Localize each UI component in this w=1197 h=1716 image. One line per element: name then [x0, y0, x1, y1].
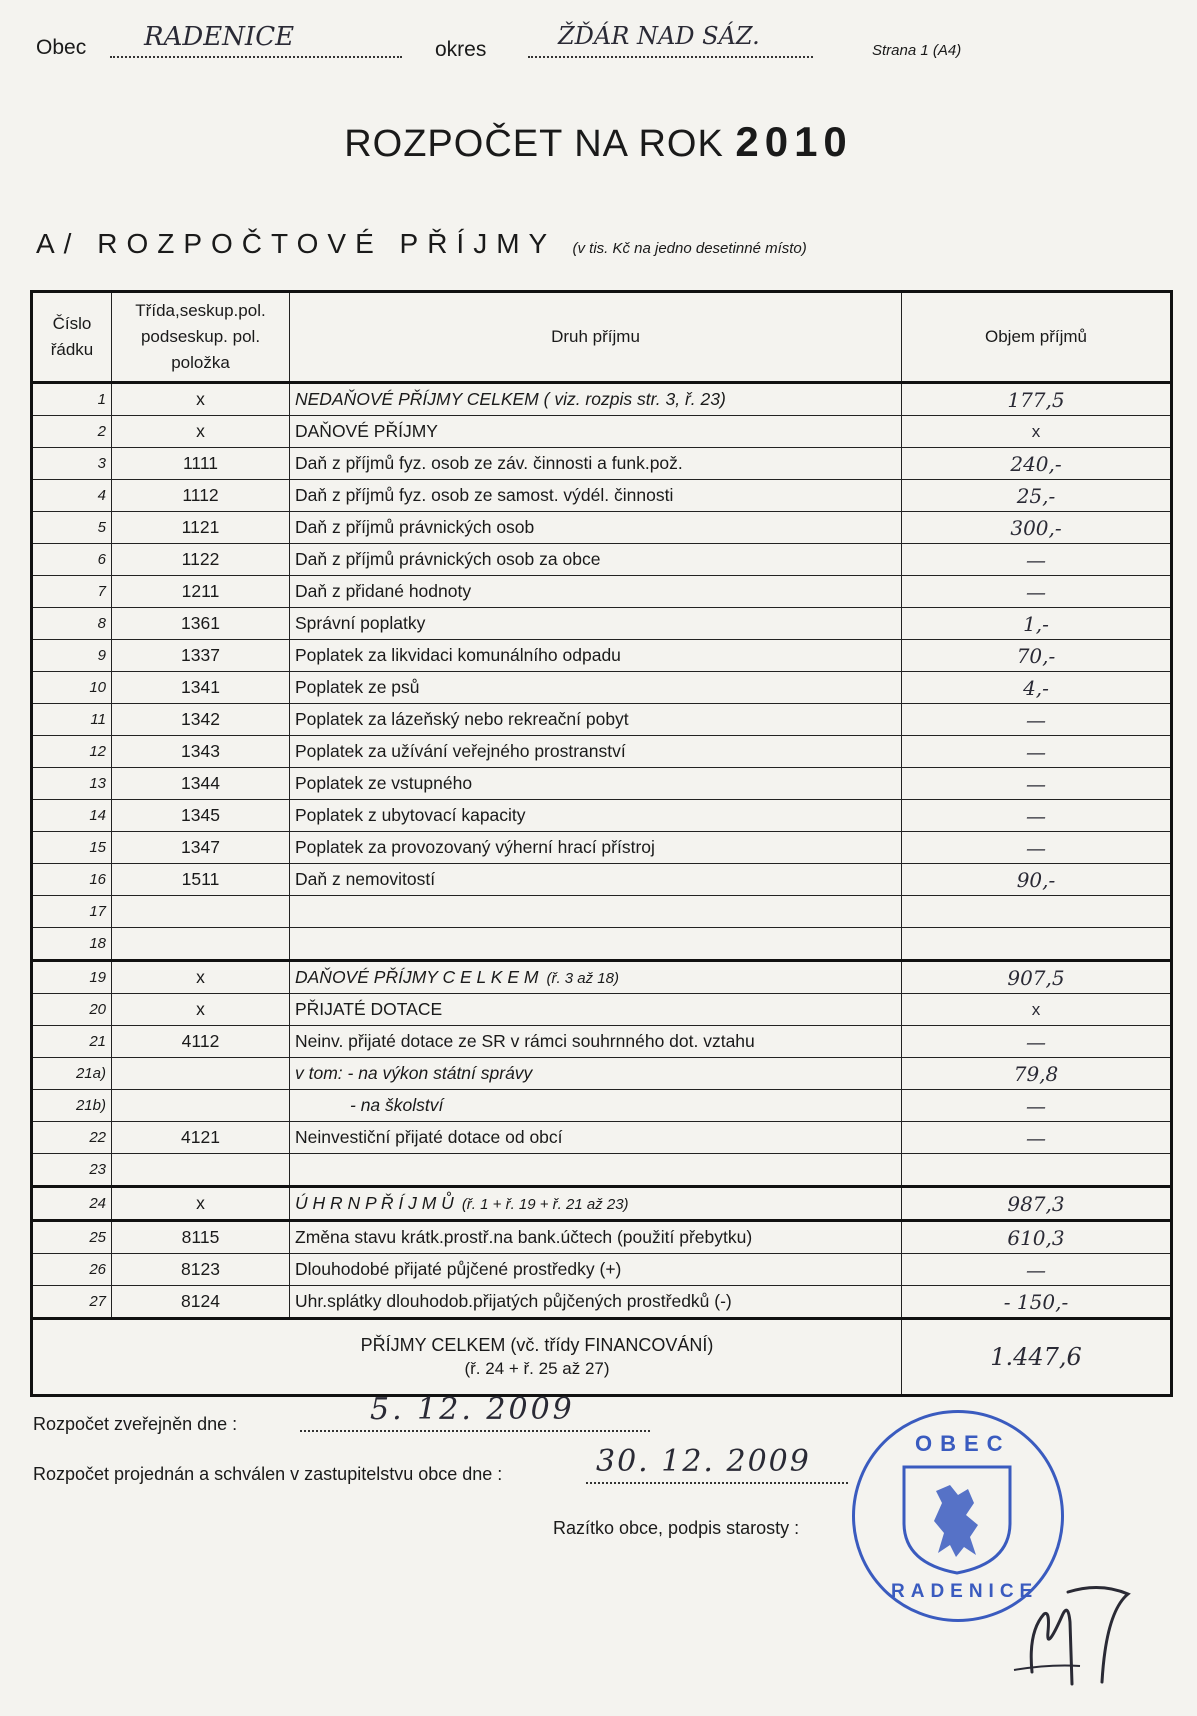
- table-row: [32, 1026, 1172, 1058]
- mayor-signature-icon: [1010, 1552, 1180, 1702]
- row-code: 1342: [112, 704, 290, 736]
- row-description-note: (ř. 1 + ř. 19 + ř. 21 až 23): [461, 1196, 629, 1213]
- row-number: 1: [32, 383, 112, 416]
- row-description-text: Daň z příjmů právnických osob za obce: [295, 549, 601, 569]
- row-amount: 4,-: [902, 672, 1172, 704]
- row-description: [290, 416, 902, 448]
- approved-field: [586, 1446, 848, 1484]
- stamp-bottom-text: RADENICE: [891, 1581, 1039, 1602]
- row-code: 8123: [112, 1254, 290, 1286]
- row-description: [290, 640, 902, 672]
- row-description-text: Daň z příjmů fyz. osob ze samost. výdél. činnosti: [295, 485, 674, 505]
- row-description: [290, 383, 902, 416]
- row-description: [290, 961, 902, 994]
- row-description: [290, 1058, 902, 1090]
- row-number: 10: [32, 672, 112, 704]
- row-amount: - 150,-: [902, 1286, 1172, 1319]
- title-year: 2010: [735, 118, 853, 165]
- table-row: [32, 961, 1172, 994]
- title-text: ROZPOČET NA ROK: [344, 123, 724, 165]
- row-amount: [902, 928, 1172, 961]
- row-amount: —: [902, 1090, 1172, 1122]
- row-description: [290, 896, 902, 928]
- row-number: 24: [32, 1187, 112, 1221]
- row-amount: —: [902, 576, 1172, 608]
- row-amount: [902, 896, 1172, 928]
- row-amount: 907,5: [902, 961, 1172, 994]
- row-amount: —: [902, 1026, 1172, 1058]
- table-row: [32, 994, 1172, 1026]
- row-number: 25: [32, 1221, 112, 1254]
- row-description: [290, 864, 902, 896]
- row-code: 8124: [112, 1286, 290, 1319]
- row-description-note: (ř. 3 až 18): [546, 970, 619, 987]
- stamp-top-text: OBEC: [915, 1431, 1011, 1456]
- row-number: 13: [32, 768, 112, 800]
- table-row: [32, 383, 1172, 416]
- row-code: [112, 1154, 290, 1187]
- row-description-text: PŘIJATÉ DOTACE: [295, 999, 443, 1019]
- row-description: [290, 1187, 902, 1221]
- okres-value: ŽĎÁR NAD SÁZ.: [558, 22, 760, 50]
- table-row: [32, 480, 1172, 512]
- table-row: [32, 1254, 1172, 1286]
- row-code: 1337: [112, 640, 290, 672]
- header-classification: Třída,seskup.pol. podseskup. pol. položka: [112, 292, 290, 383]
- row-description-text: Poplatek za užívání veřejného prostranství: [295, 741, 626, 761]
- row-amount: 25,-: [902, 480, 1172, 512]
- total-row: [32, 1319, 1172, 1396]
- row-number: 21a): [32, 1058, 112, 1090]
- row-code: 1122: [112, 544, 290, 576]
- row-code: 1343: [112, 736, 290, 768]
- row-code: [112, 1090, 290, 1122]
- row-description-text: Ú H R N P Ř Í J M Ů: [295, 1193, 454, 1213]
- total-label: PŘÍJMY CELKEM (vč. třídy FINANCOVÁNÍ): [360, 1335, 714, 1355]
- row-description-text: Neinvestiční přijaté dotace od obcí: [295, 1127, 563, 1147]
- table-header-row: [32, 292, 1172, 383]
- table-row: [32, 1122, 1172, 1154]
- row-amount: 90,-: [902, 864, 1172, 896]
- table-row: [32, 704, 1172, 736]
- row-amount: 79,8: [902, 1058, 1172, 1090]
- row-amount: —: [902, 1122, 1172, 1154]
- table-row: [32, 672, 1172, 704]
- row-description-text: DAŇOVÉ PŘÍJMY C E L K E M: [295, 967, 539, 987]
- row-amount: —: [902, 832, 1172, 864]
- row-number: 20: [32, 994, 112, 1026]
- table-row: [32, 896, 1172, 928]
- row-code: 1344: [112, 768, 290, 800]
- total-value: 1.447,6: [902, 1319, 1172, 1396]
- row-code: [112, 1058, 290, 1090]
- row-code: x: [112, 1187, 290, 1221]
- table-row: [32, 1221, 1172, 1254]
- row-code: x: [112, 383, 290, 416]
- row-amount: —: [902, 1254, 1172, 1286]
- budget-table: [30, 290, 1173, 1397]
- row-number: 21b): [32, 1090, 112, 1122]
- row-number: 11: [32, 704, 112, 736]
- table-row: [32, 928, 1172, 961]
- row-description: [290, 448, 902, 480]
- row-amount: [902, 1154, 1172, 1187]
- table-row: [32, 736, 1172, 768]
- header-amount: Objem příjmů: [902, 292, 1172, 383]
- row-number: 21: [32, 1026, 112, 1058]
- stamp-label: Razítko obce, podpis starosty :: [553, 1518, 800, 1538]
- table-row: [32, 1286, 1172, 1319]
- row-amount: —: [902, 736, 1172, 768]
- published-label: Rozpočet zveřejněn dne :: [33, 1414, 238, 1434]
- row-number: 6: [32, 544, 112, 576]
- table-row: [32, 800, 1172, 832]
- row-code: [112, 928, 290, 961]
- row-description-text: Neinv. přijaté dotace ze SR v rámci souhrnného dot. vztahu: [295, 1031, 755, 1051]
- table-row: [32, 640, 1172, 672]
- row-amount: x: [902, 416, 1172, 448]
- table-row: [32, 1058, 1172, 1090]
- row-number: 7: [32, 576, 112, 608]
- row-description: [290, 928, 902, 961]
- row-description-text: - na školství: [350, 1095, 444, 1115]
- row-code: x: [112, 994, 290, 1026]
- row-description: [290, 576, 902, 608]
- row-description-text: Daň z nemovitostí: [295, 869, 436, 889]
- row-description-text: Poplatek za lázeňský nebo rekreační pobyt: [295, 709, 629, 729]
- row-number: 15: [32, 832, 112, 864]
- row-code: x: [112, 961, 290, 994]
- obec-value: RADENICE: [144, 22, 295, 52]
- table-row: [32, 416, 1172, 448]
- row-description: [290, 704, 902, 736]
- row-description: [290, 1026, 902, 1058]
- row-amount: 987,3: [902, 1187, 1172, 1221]
- row-code: 8115: [112, 1221, 290, 1254]
- row-description-text: Změna stavu krátk.prostř.na bank.účtech (použití přebytku): [295, 1227, 753, 1247]
- row-amount: 300,-: [902, 512, 1172, 544]
- row-description: [290, 768, 902, 800]
- row-description: [290, 544, 902, 576]
- row-code: 1121: [112, 512, 290, 544]
- table-row: [32, 576, 1172, 608]
- row-number: 3: [32, 448, 112, 480]
- okres-field: [528, 20, 813, 58]
- row-code: 1111: [112, 448, 290, 480]
- row-number: 9: [32, 640, 112, 672]
- row-amount: 1,-: [902, 608, 1172, 640]
- table-row: [32, 1154, 1172, 1187]
- approved-label: Rozpočet projednán a schválen v zastupitelstvu obce dne :: [33, 1464, 503, 1484]
- okres-label: okres: [435, 38, 487, 61]
- row-description: [290, 994, 902, 1026]
- row-description-text: Poplatek za provozovaný výherní hrací přístroj: [295, 837, 655, 857]
- row-description: [290, 800, 902, 832]
- section-label: A/ ROZPOČTOVÉ PŘÍJMY: [36, 228, 556, 259]
- row-number: 18: [32, 928, 112, 961]
- row-description: [290, 1286, 902, 1319]
- row-number: 14: [32, 800, 112, 832]
- row-number: 19: [32, 961, 112, 994]
- row-description-text: Poplatek ze psů: [295, 677, 420, 697]
- section-heading: [36, 228, 807, 260]
- row-amount: x: [902, 994, 1172, 1026]
- row-description-text: Poplatek ze vstupného: [295, 773, 473, 793]
- row-number: 26: [32, 1254, 112, 1286]
- row-code: 4112: [112, 1026, 290, 1058]
- row-amount: 70,-: [902, 640, 1172, 672]
- row-description: [290, 672, 902, 704]
- page-label: Strana 1 (A4): [872, 42, 962, 59]
- row-description-text: Daň z přidané hodnoty: [295, 581, 472, 601]
- published-value: 5. 12. 2009: [370, 1392, 575, 1427]
- table-row: [32, 512, 1172, 544]
- row-number: 2: [32, 416, 112, 448]
- table-body: [32, 383, 1172, 1319]
- row-description-text: Daň z příjmů fyz. osob ze záv. činnosti a funk.pož.: [295, 453, 683, 473]
- header-description: Druh příjmu: [290, 292, 902, 383]
- total-sub: (ř. 24 + ř. 25 až 27): [464, 1359, 610, 1378]
- row-code: 1341: [112, 672, 290, 704]
- row-description: [290, 1221, 902, 1254]
- row-description-text: Správní poplatky: [295, 613, 426, 633]
- row-description: [290, 512, 902, 544]
- row-code: 1347: [112, 832, 290, 864]
- row-description-text: DAŇOVÉ PŘÍJMY: [295, 421, 438, 441]
- row-code: 1361: [112, 608, 290, 640]
- table-row: [32, 544, 1172, 576]
- row-code: 1112: [112, 480, 290, 512]
- row-description: [290, 480, 902, 512]
- row-description: [290, 608, 902, 640]
- row-number: 23: [32, 1154, 112, 1187]
- row-number: 8: [32, 608, 112, 640]
- published-field: [300, 1394, 650, 1432]
- row-code: 1511: [112, 864, 290, 896]
- row-amount: —: [902, 704, 1172, 736]
- row-description: [290, 1090, 902, 1122]
- row-number: 22: [32, 1122, 112, 1154]
- row-number: 4: [32, 480, 112, 512]
- row-number: 5: [32, 512, 112, 544]
- section-note: (v tis. Kč na jedno desetinné místo): [572, 240, 807, 257]
- table-row: [32, 832, 1172, 864]
- row-description: [290, 736, 902, 768]
- row-code: 1345: [112, 800, 290, 832]
- row-amount: —: [902, 544, 1172, 576]
- row-amount: —: [902, 768, 1172, 800]
- row-code: [112, 896, 290, 928]
- row-description: [290, 832, 902, 864]
- approved-value: 30. 12. 2009: [596, 1444, 811, 1479]
- table-row: [32, 864, 1172, 896]
- row-description-text: Poplatek z ubytovací kapacity: [295, 805, 526, 825]
- row-description-text: Uhr.splátky dlouhodob.přijatých půjčených prostředků (-): [295, 1291, 732, 1311]
- header-row-number: Číslo řádku: [32, 292, 112, 383]
- obec-field: [110, 20, 402, 58]
- row-amount: 177,5: [902, 383, 1172, 416]
- row-description-text: v tom: - na výkon státní správy: [295, 1063, 533, 1083]
- row-description: [290, 1254, 902, 1286]
- row-description-text: Dlouhodobé přijaté půjčené prostředky (+): [295, 1259, 622, 1279]
- row-number: 16: [32, 864, 112, 896]
- table-row: [32, 1187, 1172, 1221]
- row-number: 12: [32, 736, 112, 768]
- coat-of-arms-icon: [898, 1463, 1016, 1575]
- row-description-text: Poplatek za likvidaci komunálního odpadu: [295, 645, 621, 665]
- row-code: x: [112, 416, 290, 448]
- row-amount: —: [902, 800, 1172, 832]
- row-number: 27: [32, 1286, 112, 1319]
- page-title: [0, 118, 1197, 166]
- row-description: [290, 1154, 902, 1187]
- table-row: [32, 768, 1172, 800]
- table-row: [32, 608, 1172, 640]
- row-number: 17: [32, 896, 112, 928]
- row-description: [290, 1122, 902, 1154]
- row-description-text: Daň z příjmů právnických osob: [295, 517, 535, 537]
- obec-label: Obec: [36, 36, 87, 59]
- row-description-text: NEDAŇOVÉ PŘÍJMY CELKEM ( viz. rozpis str. 3, ř. 23): [295, 389, 726, 409]
- table-row: [32, 1090, 1172, 1122]
- total-cell: [32, 1319, 902, 1396]
- row-code: 4121: [112, 1122, 290, 1154]
- row-amount: 610,3: [902, 1221, 1172, 1254]
- row-code: 1211: [112, 576, 290, 608]
- row-amount: 240,-: [902, 448, 1172, 480]
- table-row: [32, 448, 1172, 480]
